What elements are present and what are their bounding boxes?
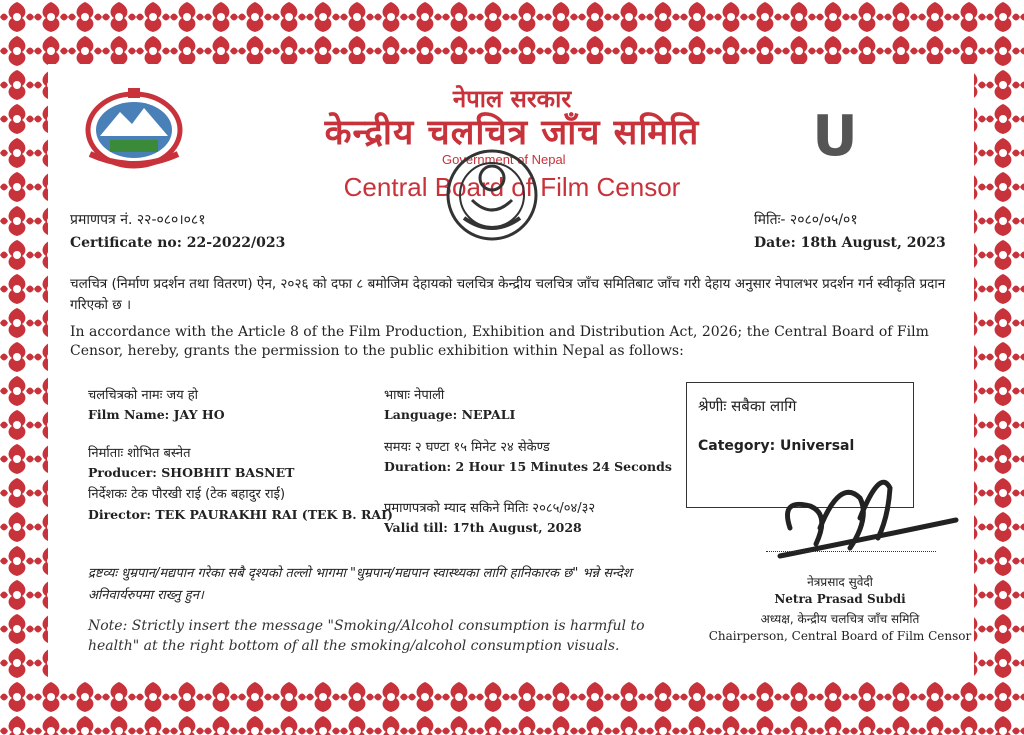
government-title-np: नेपाल सरकार [452, 85, 572, 113]
board-title-en: Central Board of Film Censor [343, 172, 681, 202]
director-en: Director: TEK PAURAKHI RAI (TEK B. RAI) [88, 507, 393, 522]
valid-till-en: Valid till: 17th August, 2028 [384, 520, 582, 535]
film-name-np: चलचित्रको नामः जय हो [88, 388, 199, 403]
language-en: Language: NEPALI [384, 407, 516, 422]
category-np: श्रेणीः सबैका लागि [698, 397, 797, 415]
duration-en: Duration: 2 Hour 15 Minutes 24 Seconds [384, 459, 672, 474]
government-title-en: Government of Nepal [442, 152, 566, 167]
intro-paragraph-en: In accordance with the Article 8 of the Film Production, Exhibition and Distribution Act, 2026; the Central Board of Film Censor, hereby, grants the permission to the public exhibition within Nepal as follows: [70, 324, 929, 359]
language-np: भाषाः नेपाली [384, 388, 445, 403]
signer-name-np: नेत्रप्रसाद सुवेदी [807, 575, 873, 589]
producer-np: निर्माताः शोभित बस्नेत [88, 446, 191, 461]
certificate-number-en: Certificate no: 22-2022/023 [70, 235, 286, 251]
official-seal-icon [432, 140, 552, 250]
intro-paragraph-np: चलचित्र (निर्माण प्रदर्शन तथा वितरण) ऐन, २०२६ को दफा ८ बमोजिम देहायको चलचित्र केन्द्रीय चलचित्र जाँच समितिबाट जाँच गरी देहाय अनुसार नेपालभर प्रदर्शन गर्न स्वीकृति प्रदान गरिएको छ । [70, 276, 946, 313]
signer-role-np: अध्यक्ष, केन्द्रीय चलचित्र जाँच समिति [760, 612, 920, 626]
issue-date-en: Date: 18th August, 2023 [754, 235, 946, 251]
note-en: Note: Strictly insert the message "Smoking/Alcohol consumption is harmful to health" at the right bottom of all the smoking/alcohol consumption visuals. [88, 618, 645, 654]
producer-en: Producer: SHOBHIT BASNET [88, 465, 295, 480]
certificate-number-np: प्रमाणपत्र नं. २२-०८०।०८१ [70, 212, 206, 228]
signer-name-en: Netra Prasad Subdi [774, 592, 906, 606]
category-en: Category: Universal [698, 438, 855, 454]
signer-role-en: Chairperson, Central Board of Film Censor [708, 629, 972, 643]
rating-mark: U [812, 104, 858, 169]
duration-np: समयः २ घण्टा १५ मिनेट २४ सेकेण्ड [384, 440, 550, 455]
signature-line [766, 551, 936, 552]
director-np: निर्देशकः टेक पौरखी राई (टेक बहादुर राई) [88, 487, 286, 502]
film-name-en: Film Name: JAY HO [88, 407, 225, 422]
board-title-np: केन्द्रीय चलचित्र जाँच समिति [324, 113, 700, 153]
issue-date-np: मितिः- २०८०/०५/०१ [754, 212, 858, 228]
valid-till-np: प्रमाणपत्रको म्याद सकिने मितिः २०८५/०४/३२ [384, 501, 596, 516]
note-np: द्रष्टव्यः धुम्रपान/मद्यपान गरेका सबै दृश्यको तल्लो भागमा "धुम्रपान/मद्यपान स्वास्थ्यका लागि हानिकारक छ" भन्ने सन्देश अनिवार्यरुपमा राख्नु हुन। [88, 566, 632, 603]
